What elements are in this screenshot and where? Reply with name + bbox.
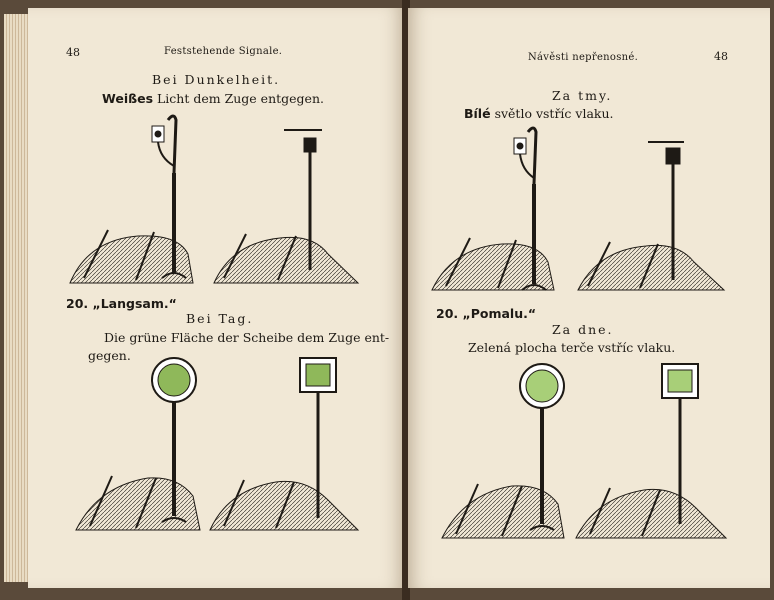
page-number: 48	[714, 50, 728, 63]
day-signal-illustrations	[28, 8, 404, 588]
day-text-line1: Die grüne Fläche der Scheibe dem Zuge ent-	[104, 330, 390, 345]
left-page	[28, 8, 404, 588]
page-number: 48	[66, 46, 80, 59]
running-head: Návěsti nepřenosné.	[528, 52, 639, 63]
section-heading: 20. „Langsam.“	[66, 296, 177, 311]
night-text: Licht dem Zuge entgegen.	[157, 91, 324, 106]
day-title: Za dne.	[552, 322, 614, 337]
page-edges	[4, 14, 28, 582]
night-title: Bei Dunkelheit.	[152, 72, 281, 87]
day-signal-illustrations	[408, 8, 770, 588]
running-head: Feststehende Signale.	[164, 46, 283, 57]
night-text-bold: Weißes	[102, 91, 154, 106]
day-title: Bei Tag.	[186, 311, 254, 326]
night-text: světlo vstříc vlaku.	[494, 106, 614, 121]
section-heading: 20. „Pomalu.“	[436, 306, 537, 321]
day-text: Zelená plocha terče vstříc vlaku.	[468, 340, 676, 355]
night-title: Za tmy.	[552, 88, 613, 103]
night-text-bold: Bílé	[464, 106, 491, 121]
right-page	[408, 8, 770, 588]
day-text-line2: gegen.	[88, 348, 131, 363]
